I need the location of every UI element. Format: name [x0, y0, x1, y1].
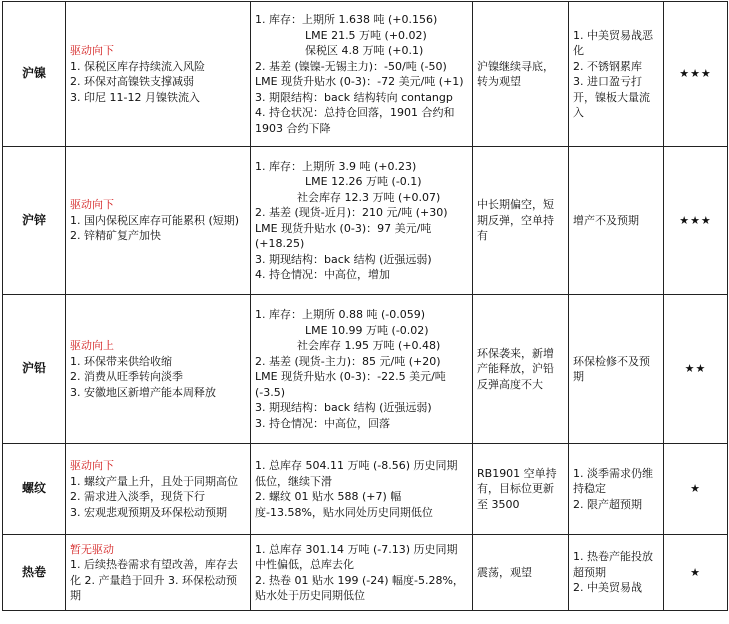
risk-cell: [569, 2, 664, 147]
driver-cell: [66, 295, 251, 444]
risk-line: 1. 中美贸易战恶化: [573, 28, 653, 57]
view-cell: 环保袭来，新增产能释放，沪铅反弹高度不大: [473, 295, 569, 444]
driver-direction: 驱动向下: [70, 44, 114, 57]
commodity-name: 沪铅: [3, 295, 66, 444]
fundamental-line: 1. 总库存 504.11 万吨 (-8.56) 历史同期低位，继续下滑: [255, 459, 458, 488]
driver-line: 3. 宏观悲观预期及环保松动预期: [70, 505, 227, 519]
driver-line: 1. 国内保税区库存可能累积 (短期): [70, 213, 240, 227]
fundamental-line: 1. 库存：上期所 0.88 吨 (-0.059): [255, 308, 426, 321]
rating-stars: ★: [664, 535, 728, 611]
risk-line: 3. 进口盈亏打开，镍板大量流入: [573, 75, 650, 119]
risk-line: 2. 不锈钢累库: [573, 59, 642, 73]
driver-line: 3. 安徽地区新增产能本周释放: [70, 385, 216, 399]
driver-cell: [66, 147, 251, 295]
fundamentals-cell: [251, 295, 473, 444]
fundamental-line: 3. 期现结构：back 结构 (近强远弱): [255, 401, 432, 414]
driver-line: 1. 螺纹产量上升，且处于同期高位 2. 需求进入淡季，现货下行: [70, 474, 238, 503]
fundamental-line: 2. 基差 (现货-主力)：85 元/吨 (+20): [255, 354, 441, 368]
fundamental-line: 社会库存 12.3 万吨 (+0.07): [297, 190, 441, 204]
fundamental-line: 4. 持仓情况：中高位，增加: [255, 268, 390, 281]
rating-stars: ★: [664, 444, 728, 535]
fundamental-line: 2. 热卷 01 贴水 199 (-24) 幅度-5.28%，贴水处于历史同期低位: [255, 573, 464, 602]
fundamental-line: 3. 期现结构：back 结构 (近强远弱): [255, 252, 432, 266]
fundamental-line: LME 现货升贴水 (0-3)：-72 美元/吨 (+1): [255, 75, 464, 88]
driver-line: 2. 消费从旺季转向淡季: [70, 370, 183, 383]
fundamental-line: 2. 基差 (现货-近月)：210 元/吨 (+30): [255, 206, 448, 219]
driver-line: 1. 保税区库存持续流入风险: [70, 59, 205, 73]
fundamental-line: 1. 库存：上期所 3.9 吨 (+0.23): [255, 159, 417, 173]
table-row: [3, 295, 728, 444]
fundamental-line: LME 现货升贴水 (0-3)：-22.5 美元/吨 (-3.5): [255, 370, 446, 399]
driver-direction: 暂无驱动: [70, 542, 114, 556]
risk-cell: [569, 295, 664, 444]
fundamentals-cell: [251, 2, 473, 147]
fundamentals-cell: [251, 535, 473, 611]
driver-line: 2. 锌精矿复产加快: [70, 229, 161, 243]
fundamental-line: 保税区 4.8 万吨 (+0.1): [305, 44, 424, 57]
fundamental-line: 3. 期限结构：back 结构转向 contangp: [255, 90, 453, 104]
table-row: [3, 444, 728, 535]
view-cell: 沪镍继续寻底，转为观望: [473, 2, 569, 147]
risk-line: 2. 限产超预期: [573, 497, 642, 511]
commodity-name: 沪锌: [3, 147, 66, 295]
driver-direction: 驱动向下: [70, 459, 114, 472]
rating-stars: ★★: [664, 295, 728, 444]
driver-line: 1. 后续热卷需求有望改善，库存去化 2. 产量趋于回升 3. 环保松动预期: [70, 558, 238, 602]
table-row: [3, 147, 728, 295]
fundamental-line: 1903 合约下降: [255, 121, 331, 135]
view-cell: 中长期偏空，短期反弹，空单持有: [473, 147, 569, 295]
fundamental-line: LME 现货升贴水 (0-3)：97 美元/吨 (+18.25): [255, 221, 432, 250]
fundamental-line: 2. 基差 (镍镍-无锡主力)：-50/吨 (-50): [255, 59, 447, 73]
fundamental-line: 3. 持仓情况：中高位，回落: [255, 416, 390, 430]
fundamental-line: 社会库存 1.95 万吨 (+0.48): [297, 339, 441, 352]
rating-stars: ★★★: [664, 2, 728, 147]
commodity-name: 螺纹: [3, 444, 66, 535]
risk-line: 2. 中美贸易战: [573, 581, 642, 595]
driver-line: 1. 环保带来供给收缩: [70, 354, 172, 368]
futures-strategy-table: [2, 1, 728, 611]
risk-line: 1. 淡季需求仍维持稳定: [573, 466, 653, 496]
risk-cell: [569, 147, 664, 295]
view-cell: 震荡，观望: [473, 535, 569, 611]
driver-cell: [66, 444, 251, 535]
driver-line: 3. 印尼 11-12 月镍铁流入: [70, 90, 200, 104]
fundamental-line: 2. 螺纹 01 贴水 588 (+7) 幅度-13.58%，贴水同处历史同期低位: [255, 490, 433, 519]
driver-cell: [66, 2, 251, 147]
driver-cell: [66, 535, 251, 611]
commodity-name: 沪镍: [3, 2, 66, 147]
fundamental-line: 4. 持仓状况：总持仓回落，1901 合约和: [255, 106, 455, 119]
driver-direction: 驱动向下: [70, 198, 114, 212]
fundamental-line: LME 10.99 万吨 (-0.02): [305, 323, 429, 337]
rating-stars: ★★★: [664, 147, 728, 295]
risk-line: 增产不及预期: [573, 213, 639, 227]
risk-cell: [569, 444, 664, 535]
fundamental-line: LME 12.26 万吨 (-0.1): [305, 175, 422, 188]
fundamentals-cell: [251, 147, 473, 295]
table-row: [3, 2, 728, 147]
driver-direction: 驱动向上: [70, 339, 114, 352]
fundamental-line: 1. 库存：上期所 1.638 吨 (+0.156): [255, 13, 438, 26]
commodity-name: 热卷: [3, 535, 66, 611]
risk-line: 环保检修不及预期: [573, 354, 650, 383]
risk-cell: [569, 535, 664, 611]
fundamental-line: 1. 总库存 301.14 万吨 (-7.13) 历史同期中性偏低，总库去化: [255, 542, 458, 571]
view-cell: RB1901 空单持有，目标位更新至 3500: [473, 444, 569, 535]
table-row: [3, 535, 728, 611]
fundamentals-cell: [251, 444, 473, 535]
risk-line: 1. 热卷产能投放超预期: [573, 550, 653, 579]
driver-line: 2. 环保对高镍铁支撑减弱: [70, 75, 194, 88]
fundamental-line: LME 21.5 万吨 (+0.02): [305, 28, 427, 42]
